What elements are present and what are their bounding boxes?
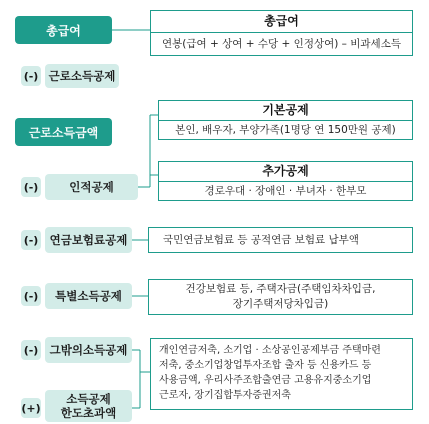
op-minus-special: (-) — [21, 286, 41, 306]
op-minus-personal: (-) — [21, 177, 41, 197]
special-box-text — [149, 280, 412, 312]
other-deduction-box-text — [151, 339, 412, 403]
pension-deduction-label: 연금보험료공제 — [45, 227, 132, 253]
limit-excess-label-line1: 소득공제 — [66, 392, 111, 406]
personal-deduction-label: 인적공제 — [45, 174, 138, 200]
basic-deduction-box-title: 기본공제 — [262, 103, 309, 117]
additional-deduction-box — [158, 161, 413, 201]
total-salary-box-text: 연봉(급여 + 상여 + 수당 + 인정상여) – 비과세소득 — [151, 32, 412, 56]
other-box-line2: 저축, 중소기업창업투자조합 출자 등 신용카드 등 — [159, 360, 372, 371]
basic-deduction-box — [158, 100, 413, 140]
other-box-line1: 개인연금저축, 소기업 · 소상공인공제부금 주택마련 — [159, 345, 381, 356]
op-plus-limit: (+) — [21, 398, 41, 418]
special-box-line2: 장기주택저당차입금) — [232, 298, 329, 310]
earned-income-deduction-label: 근로소득공제 — [45, 64, 119, 88]
limit-excess-label — [45, 390, 132, 422]
total-salary-box — [150, 10, 413, 56]
op-minus-earned: (-) — [21, 66, 41, 86]
special-box — [148, 279, 413, 315]
other-deduction-label: 그밖의소득공제 — [45, 337, 132, 363]
other-deduction-box — [150, 338, 413, 410]
op-minus-other: (-) — [21, 340, 41, 360]
other-box-line3: 사용금액, 우리사주조합출연금 고용유지중소기업 — [159, 375, 372, 386]
other-box-line4: 근로자, 장기집합투자증권저축 — [159, 390, 291, 401]
additional-deduction-box-title: 추가공제 — [262, 164, 309, 178]
op-minus-pension: (-) — [21, 230, 41, 250]
total-salary-box-title: 총급여 — [264, 14, 299, 28]
limit-excess-label-line2: 한도초과액 — [60, 406, 117, 420]
special-deduction-label: 특별소득공제 — [45, 283, 132, 309]
additional-deduction-box-text: 경로우대 · 장애인 · 부녀자 · 한부모 — [159, 181, 412, 201]
basic-deduction-box-text: 본인, 배우자, 부양가족(1명당 연 150만원 공제) — [159, 120, 412, 140]
pension-box-text: 국민연금보험료 등 공적연금 보험료 납부액 — [163, 234, 359, 246]
pension-box — [148, 227, 413, 253]
special-box-line1: 건강보험료 등, 주택자금(주택임차차입금, — [185, 283, 376, 295]
earned-income-amount-label: 근로소득금액 — [15, 118, 112, 146]
total-salary-label: 총급여 — [15, 16, 112, 44]
